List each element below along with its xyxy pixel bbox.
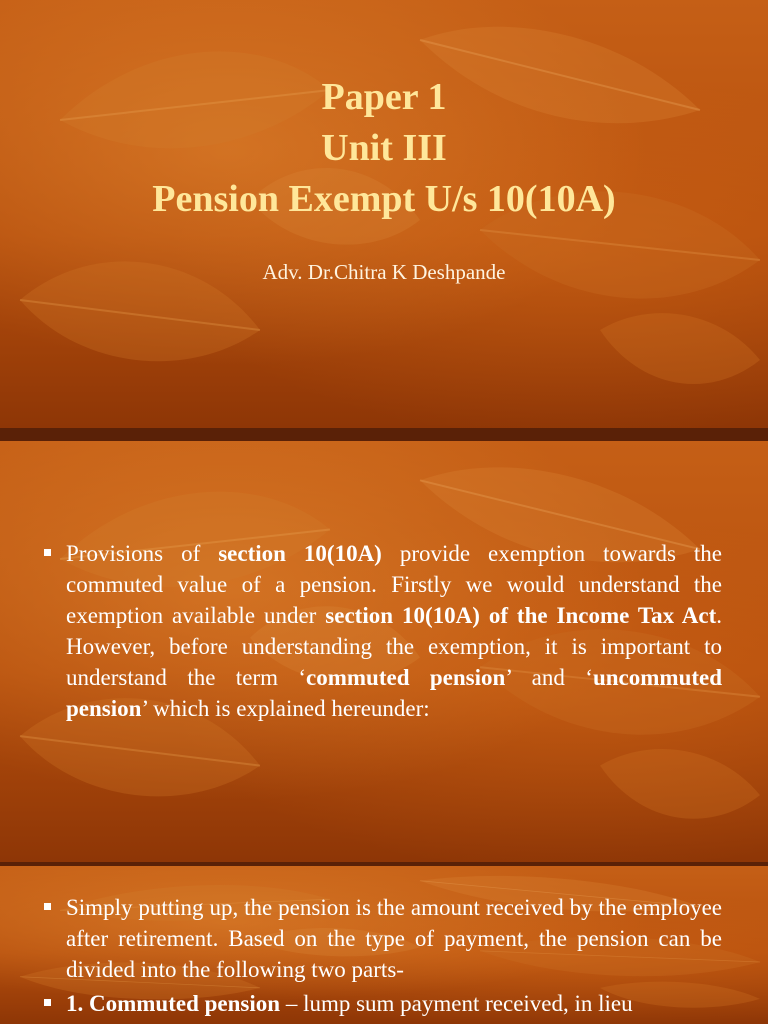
bullet-bold-text: section 10(10A) — [218, 541, 382, 566]
slide-provisions — [0, 441, 768, 862]
bullet-list — [44, 538, 722, 724]
bullet-bold-text: uncommuted pension — [66, 665, 723, 721]
square-bullet-icon — [44, 903, 51, 910]
title-line-1: Paper 1 — [321, 76, 447, 118]
square-bullet-icon — [44, 549, 51, 556]
bullet-text: . However, before understanding the exemption, it is important to understand the term ‘ — [66, 603, 722, 690]
bullet-text: ’ which is explained hereunder: — [141, 696, 430, 721]
bullet-bold-text: section 10(10A) of the Income Tax Act — [325, 603, 717, 628]
bullet-list — [44, 892, 722, 1019]
square-bullet-icon — [44, 999, 51, 1006]
bullet-item — [44, 892, 722, 985]
bullet-bold-text: commuted pension — [306, 665, 506, 690]
title-line-3: Pension Exempt U/s 10(10A) — [152, 178, 616, 220]
bullet-text: ’ and ‘ — [505, 665, 593, 690]
bullet-text: provide exemption towards the commuted value of a pension. Firstly we would understand the exemption available under — [66, 541, 722, 628]
bullet-text: Simply putting up, the pension is the amount received by the employee after retirement. Based on the type of payment, the pension can be divided into the following two parts- — [66, 895, 722, 982]
author-name: Adv. Dr.Chitra K Deshpande — [262, 260, 506, 284]
title-line-2: Unit III — [321, 127, 447, 169]
bullet-text: – lump sum payment received, in lieu — [280, 991, 633, 1016]
slide-title — [0, 0, 768, 428]
bullet-text: Provisions of — [66, 541, 219, 566]
bullet-item — [44, 538, 722, 724]
bullet-bold-text: 1. Commuted pension — [66, 991, 281, 1016]
bullet-item — [44, 988, 722, 1019]
slide-divider — [0, 428, 768, 441]
slide-pension-types — [0, 866, 768, 1024]
